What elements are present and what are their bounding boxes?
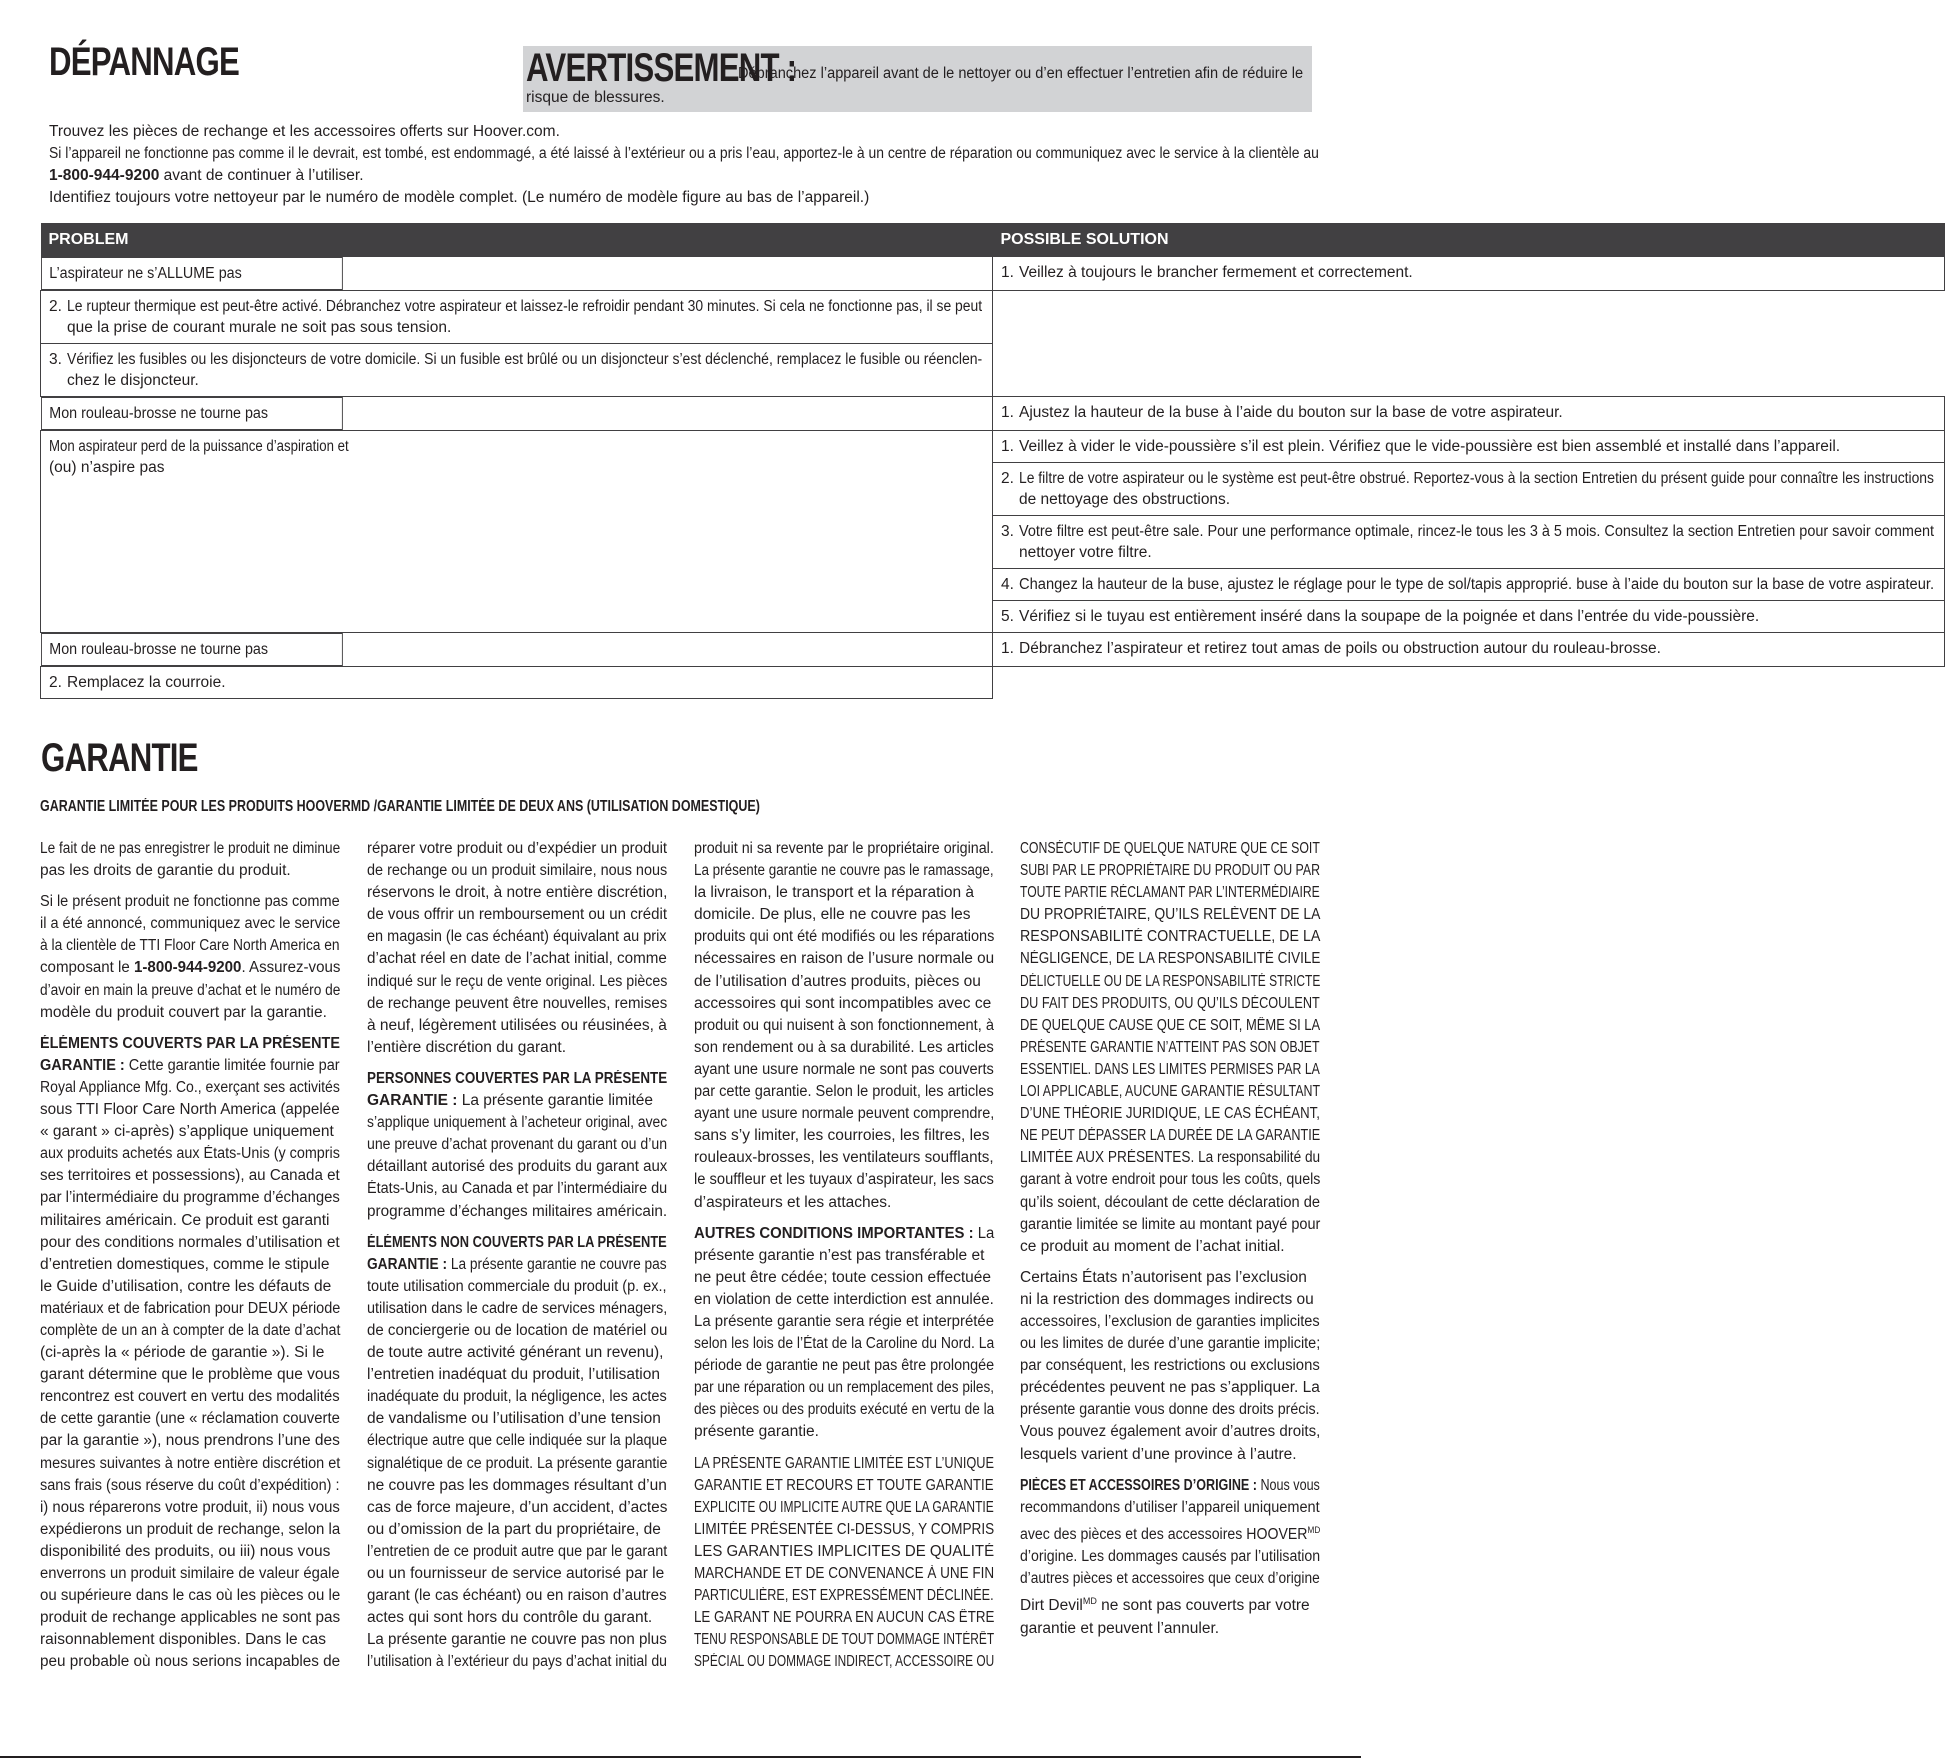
- trademark-mark: MD: [1307, 1524, 1321, 1535]
- text-line: raisonnablement disponibles. Dans le cas: [40, 1631, 327, 1649]
- text-line: d’autres pièces et accessoires que ceux d’origine: [1020, 1570, 1320, 1588]
- text-line: ESSENTIEL. DANS LES LIMITES PERMISES PAR LA: [1020, 1060, 1320, 1078]
- solution-text: [67, 349, 982, 391]
- text-line: TOUTE PARTIE RÉCLAMANT PAR L’INTERMÉDIAIRE: [1020, 884, 1320, 902]
- problem-cell: [41, 430, 993, 632]
- text-line: produit ni sa revente par le propriétaire original.: [694, 840, 994, 857]
- text-line: produit de rechange applicables ne sont pas: [40, 1609, 341, 1627]
- solution-text: Veillez à toujours le brancher fermement et correctement.: [1019, 264, 1413, 281]
- text-line: « garant » ci-après) s’applique uniquement: [40, 1123, 334, 1141]
- text-line: le Guide d’utilisation, contre les défauts de: [40, 1277, 332, 1295]
- text-line: ni la restriction des dommages indirects ou: [1020, 1290, 1314, 1308]
- text-line: de cette garantie (une « réclamation couverte: [40, 1410, 340, 1428]
- text-line: d’achat réel en date de l’achat initial, comme: [367, 950, 667, 968]
- text-line: ce produit au moment de l’achat initial.: [1020, 1237, 1285, 1255]
- text-fragment: Nous vous: [1256, 1476, 1320, 1494]
- text-line: [367, 1090, 653, 1112]
- text-line: l’utilisation à l’extérieur du pays d’achat initial du: [367, 1653, 667, 1671]
- text-line: de rechange ou un produit similaire, nous nous: [367, 862, 668, 880]
- text-line: NÉGLIGENCE, DE LA RESPONSABILITÉ CIVILE: [1020, 950, 1321, 968]
- text-line: NE PEUT DÉPASSER LA DURÉE DE LA GARANTIE: [1020, 1127, 1321, 1145]
- text-line: sous TTI Floor Care North America (appelée: [40, 1101, 340, 1119]
- warranty-column-1: [40, 838, 350, 1682]
- text-line: utilisation dans le cadre de services ménagers,: [367, 1299, 668, 1317]
- text-line: Le fait de ne pas enregistrer le produit ne diminue: [40, 840, 341, 857]
- paragraph: [1020, 838, 1330, 1258]
- text-line: D’UNE THÉORIE JURIDIQUE, LE CAS ÉCHÉANT,: [1020, 1105, 1320, 1123]
- problem-line: Mon aspirateur perd de la puissance d’aspiration et: [49, 437, 349, 455]
- solution-number: 2.: [49, 673, 62, 691]
- text-line: matériaux et de fabrication pour DEUX période: [40, 1299, 341, 1317]
- text-line: peu probable où nous serions incapables de: [40, 1653, 341, 1671]
- phone-number: 1-800-944-9200: [133, 959, 242, 977]
- text-line: [1020, 1475, 1320, 1497]
- text-line: inadéquate du produit, la négligence, les actes: [367, 1388, 667, 1406]
- text-line: complète de un an à compter de la date d’achat: [40, 1321, 341, 1339]
- text-line: de toute autre activité générant un revenu),: [367, 1344, 664, 1362]
- phone-number: 1-800-944-9200: [49, 167, 160, 184]
- text-line: PARTICULIÈRE, EST EXPRESSÉMENT DÉCLINÉE.: [694, 1587, 994, 1605]
- text-line: de l’utilisation d’autres produits, pièces ou: [694, 972, 981, 990]
- paragraph: [1020, 1267, 1330, 1466]
- text-line: cas de force majeure, d’un accident, d’actes: [367, 1498, 668, 1516]
- warning-box: [523, 46, 1312, 112]
- text-line: pour des conditions normales d’utilisation et: [40, 1233, 340, 1251]
- text-line: présente garantie vous donne des droits précis.: [1020, 1401, 1320, 1419]
- text-fragment: Dirt Devil: [1020, 1597, 1083, 1615]
- solution-text: Changez la hauteur de la buse, ajustez le réglage pour le type de sol/tapis approprié. buse à l’aide du bouton sur la base de votre aspirateur.: [1019, 575, 1935, 593]
- solution-cell: [41, 343, 993, 396]
- solution-line: chez le disjoncteur.: [67, 371, 199, 389]
- text-line: de conciergerie ou de location de matériel ou: [367, 1321, 668, 1339]
- text-line: de vandalisme ou l’utilisation d’une tension: [367, 1410, 661, 1428]
- paragraph: [367, 1232, 677, 1674]
- text-line: garant à votre endroit pour tous les coûts, quels: [1020, 1171, 1321, 1189]
- solution-cell: [993, 568, 1945, 600]
- text-line: produit ou qui nuisent à son fonctionnement, à: [694, 1016, 994, 1034]
- text-line: qu’ils soient, découlant de cette déclaration de: [1020, 1193, 1320, 1211]
- text-line: une preuve d’achat provenant du garant ou d’un: [367, 1136, 668, 1154]
- text-line: réparer votre produit ou d’expédier un produit: [367, 840, 668, 857]
- solution-text: Remplacez la courroie.: [67, 673, 226, 691]
- text-line: par la garantie »), nous prendrons l’une des: [40, 1432, 340, 1450]
- warning-lead: AVERTISSEMENT :: [526, 46, 797, 90]
- text-line: Certains États n’autorisent pas l’exclusion: [1020, 1268, 1307, 1286]
- solution-number: 1.: [1001, 639, 1014, 657]
- troubleshooting-table: [40, 223, 1945, 699]
- text-line: domicile. De plus, elle ne couvre pas les: [694, 906, 971, 924]
- text-line: disponibilité des produits, ou iii) nous vous: [40, 1542, 331, 1560]
- header-solution: POSSIBLE SOLUTION: [993, 223, 1945, 257]
- text-line: programme d’échanges militaires américain.: [367, 1202, 668, 1220]
- table-row: [41, 666, 1945, 698]
- text-line: accessoires, l’exclusion de garanties implicites: [1020, 1312, 1320, 1330]
- text-fragment: La présente garantie ne couvre pas: [447, 1255, 667, 1273]
- table-row: [41, 290, 1945, 343]
- text-line: son rendement ou à sa durabilité. Les articles: [694, 1038, 994, 1056]
- text-line: recommandons d’utiliser l’appareil uniquement: [1020, 1498, 1320, 1516]
- solution-text: Ajustez la hauteur de la buse à l’aide du bouton sur la base de votre aspirateur.: [1019, 403, 1563, 421]
- text-line: LES GARANTIES IMPLICITES DE QUALITÉ: [694, 1542, 995, 1560]
- text-line: La présente garantie ne couvre pas non plus: [367, 1631, 667, 1649]
- text-line: garantie limitée se limite au montant payé pour: [1020, 1215, 1321, 1233]
- problem-line: (ou) n’aspire pas: [49, 458, 165, 476]
- text-line: La présente garantie sera régie et interprétée: [694, 1312, 995, 1330]
- text-line: EXPLICITE OU IMPLICITE AUTRE QUE LA GARANTIE: [694, 1498, 994, 1516]
- solution-number: 1.: [1001, 264, 1014, 281]
- text-line: LE GARANT NE POURRA EN AUCUN CAS ÊTRE: [694, 1609, 995, 1627]
- text-line: précédentes peuvent ne pas s’appliquer. La: [1020, 1379, 1320, 1397]
- text-line: [1020, 1519, 1320, 1546]
- text-line: actes qui sont hors du contrôle du garant.: [367, 1609, 653, 1627]
- text-line: d’aspirateurs et les attaches.: [694, 1193, 892, 1211]
- solution-cell: [41, 290, 993, 343]
- text-line: nécessaires en raison de l’usure normale ou: [694, 950, 995, 968]
- subheading: ÉLÉMENTS NON COUVERTS PAR LA PRÉSENTE: [367, 1233, 667, 1251]
- text-line: par conséquent, les restrictions ou exclusions: [1020, 1357, 1320, 1375]
- text-line: ou d’omission de la part du propriétaire, de: [367, 1520, 661, 1538]
- text-line: électrique autre que celle indiquée sur la plaque: [367, 1432, 668, 1450]
- text-line: lesquels varient d’une province à l’autre.: [1020, 1445, 1297, 1463]
- warranty-column-4: [1020, 838, 1330, 1649]
- solution-line: Votre filtre est peut-être sale. Pour une performance optimale, rincez-le tous les 3 à 5 mois. Consultez la section Entretien pour savoir comment: [1019, 522, 1935, 540]
- text-line: signalétique de ce produit. La présente garantie: [367, 1454, 668, 1472]
- text-line: SUBI PAR LE PROPRIÉTAIRE DU PRODUIT OU PAR: [1020, 862, 1321, 880]
- solution-cell: [993, 462, 1945, 515]
- text-line: pas les droits de garantie du produit.: [40, 862, 291, 880]
- solution-line: de nettoyage des obstructions.: [1019, 490, 1231, 508]
- intro-line: [49, 165, 364, 187]
- text-line: des pièces ou des produits exécuté en vertu de la: [694, 1401, 995, 1419]
- solution-line: Vérifiez les fusibles ou les disjoncteurs de votre domicile. Si un fusible est brûlé ou un disjoncteur s’est déclenché, remplacez le fusible ou réenclen-: [67, 350, 983, 368]
- text-fragment: Cette garantie limitée fournie par: [124, 1056, 340, 1074]
- text-line: DU FAIT DES PRODUITS, OU QU’ILS DÉCOULENT: [1020, 994, 1320, 1012]
- solution-number: 2.: [1001, 469, 1014, 487]
- subheading: PIÈCES ET ACCESSOIRES D’ORIGINE :: [1020, 1476, 1257, 1494]
- text-line: LIMITÉE AUX PRÉSENTES. La responsabilité du: [1020, 1149, 1321, 1167]
- paragraph: [367, 1068, 677, 1223]
- solution-text: Débranchez l’aspirateur et retirez tout amas de poils ou obstruction autour du rouleau-brosse.: [1019, 639, 1661, 657]
- text-block: [367, 1276, 677, 1674]
- intro-line: Identifiez toujours votre nettoyeur par le numéro de modèle complet. (Le numéro de modèle figure au bas de l’appareil.): [49, 189, 870, 206]
- paragraph: [40, 838, 350, 882]
- text-line: le souffleur et les tuyaux d’aspirateur, les sacs: [694, 1171, 994, 1189]
- intro-text: [49, 121, 1339, 209]
- table-row: [41, 257, 1945, 291]
- text-block: [694, 1245, 1004, 1444]
- subheading: GARANTIE :: [40, 1056, 125, 1074]
- solution-number: 5.: [1001, 607, 1014, 625]
- text-line: sans s’y limiter, les courroies, les filtres, les: [694, 1127, 990, 1145]
- solution-number: 3.: [49, 350, 62, 368]
- text-line: selon les lois de l’État de la Caroline du Nord. La: [694, 1335, 995, 1353]
- text-line: expédierons un produit de rechange, selon la: [40, 1520, 341, 1538]
- solution-text: [1019, 468, 1934, 510]
- problem-cell: Mon rouleau-brosse ne tourne pas: [41, 397, 343, 430]
- text-line: RESPONSABILITÉ CONTRACTUELLE, DE LA: [1020, 928, 1321, 946]
- text-line: DÉLICTUELLE OU DE LA RESPONSABILITÉ STRICTE: [1020, 972, 1321, 990]
- text-line: indiqué sur le reçu de vente original. Les pièces: [367, 972, 668, 990]
- text-line: garant détermine que le problème que vous: [40, 1366, 340, 1384]
- text-line: Si le présent produit ne fonctionne pas comme: [40, 893, 340, 911]
- header-problem: PROBLEM: [41, 223, 993, 257]
- text-line: [1020, 1590, 1310, 1617]
- text-line: à la clientèle de TTI Floor Care North America en: [40, 937, 340, 955]
- solution-cell: [993, 257, 1945, 291]
- table-row: [41, 430, 1945, 462]
- text-line: MARCHANDE ET DE CONVENANCE À UNE FIN: [694, 1565, 995, 1582]
- solution-cell: [993, 430, 1945, 462]
- subheading: AUTRES CONDITIONS IMPORTANTES :: [694, 1224, 974, 1242]
- text-fragment: . Assurez-vous: [241, 959, 341, 977]
- solution-line: nettoyer votre filtre.: [1019, 543, 1152, 561]
- paragraph: [694, 1453, 1004, 1674]
- solution-text: Vérifiez si le tuyau est entièrement inséré dans la soupape de la poignée et dans l’entrée du vide-poussière.: [1019, 607, 1760, 625]
- solution-cell: [993, 600, 1945, 632]
- intro-line: Trouvez les pièces de rechange et les accessoires offerts sur Hoover.com.: [49, 123, 560, 140]
- text-line: i) nous réparerons votre produit, ii) nous vous: [40, 1498, 340, 1516]
- solution-line: Le filtre de votre aspirateur ou le système est peut-être obstrué. Reportez-vous à la section Entretien du présent guide pour connaître les instructions: [1019, 469, 1934, 487]
- subheading: GARANTIE :: [367, 1255, 448, 1273]
- text-line: par cette garantie. Selon le produit, les articles: [694, 1083, 994, 1101]
- warning-text-line1: Débranchez l’appareil avant de le nettoyer ou d’en effectuer l’entretien afin de réduire le: [738, 65, 1304, 82]
- text-line: aux produits achetés aux États-Unis (y compris: [40, 1145, 340, 1163]
- text-line: l’entretien inadéquat du produit, l’utilisation: [367, 1366, 660, 1384]
- text-line: [367, 1254, 667, 1276]
- text-line: DU PROPRIÉTAIRE, QU’ILS RELÈVENT DE LA: [1020, 906, 1321, 924]
- text-fragment: avec des pièces et des accessoires HOOVER: [1020, 1525, 1308, 1543]
- text-line: TENU RESPONSABLE DE TOUT DOMMAGE INTÉRÊT: [694, 1631, 995, 1649]
- section-title: GARANTIE: [41, 736, 198, 780]
- text-line: [694, 1223, 994, 1245]
- text-line: ses territoires et possessions), au Canada et: [40, 1167, 340, 1185]
- table-row: [41, 343, 1945, 396]
- solution-line: Le rupteur thermique est peut-être activé. Débranchez votre aspirateur et laissez-le refroidir pendant 30 minutes. Si cela ne fonctionne pas, il se peut: [67, 297, 983, 315]
- solution-number: 1.: [1001, 437, 1014, 455]
- paragraph: [40, 1033, 350, 1674]
- text-line: DE QUELQUE CAUSE QUE CE SOIT, MÊME SI LA: [1020, 1016, 1321, 1034]
- solution-number: 4.: [1001, 575, 1014, 593]
- text-line: (ci-après la « période de garantie »). Si le: [40, 1344, 325, 1362]
- text-line: ou un fournisseur de service autorisé par le: [367, 1565, 665, 1582]
- text-line: enverrons un produit similaire de valeur égale: [40, 1565, 340, 1582]
- text-line: toute utilisation commerciale du produit (p. ex.,: [367, 1277, 667, 1295]
- text-line: l’entière discrétion du garant.: [367, 1038, 567, 1056]
- text-line: LIMITÉE PRÉSENTÉE CI-DESSUS, Y COMPRIS: [694, 1520, 995, 1538]
- table-row: [41, 632, 1945, 666]
- text-line: Royal Appliance Mfg. Co., exerçant ses activités: [40, 1078, 340, 1096]
- text-line: États-Unis, au Canada et par l’intermédiaire du: [367, 1180, 668, 1198]
- text-line: d’origine. Les dommages causés par l’utilisation: [1020, 1548, 1321, 1566]
- text-fragment: La présente garantie limitée: [457, 1092, 654, 1110]
- text-fragment: composant le: [40, 959, 134, 977]
- text-line: garantie et peuvent l’annuler.: [1020, 1619, 1220, 1637]
- text-line: accessoires qui sont incompatibles avec ce: [694, 994, 992, 1012]
- intro-line-rest: avant de continuer à l’utiliser.: [159, 167, 364, 184]
- page-title: DÉPANNAGE: [49, 40, 240, 84]
- subheading: PERSONNES COUVERTES PAR LA PRÉSENTE: [367, 1069, 668, 1087]
- text-line: présente garantie n’est pas transférable et: [694, 1246, 985, 1264]
- solution-text: Veillez à vider le vide-poussière s’il est plein. Vérifiez que le vide-poussière est bien assemblé et installé dans l’appareil.: [1019, 437, 1841, 455]
- warranty-column-3: [694, 838, 1004, 1682]
- text-line: LOI APPLICABLE, AUCUNE GARANTIE RÉSULTANT: [1020, 1083, 1321, 1101]
- text-line: en magasin (le cas échéant) équivalant au prix: [367, 928, 667, 946]
- solution-number: 1.: [1001, 403, 1014, 421]
- bottom-rule: [0, 1756, 1361, 1758]
- text-line: GARANTIE ET RECOURS ET TOUTE GARANTIE: [694, 1476, 994, 1494]
- text-line: PRÉSENTE GARANTIE N’ATTEINT PAS SON OBJET: [1020, 1038, 1320, 1056]
- text-line: réservons le droit, à notre entière discrétion,: [367, 884, 668, 902]
- problem-cell: L’aspirateur ne s’ALLUME pas: [41, 257, 343, 290]
- paragraph: [367, 838, 677, 1059]
- text-line: ou supérieure dans le cas où les pièces ou le: [40, 1587, 341, 1605]
- solution-cell: [993, 515, 1945, 568]
- solution-cell: [993, 632, 1945, 666]
- solution-cell: [993, 396, 1945, 430]
- paragraph: [694, 838, 1004, 1214]
- text-line: ne peut être cédée; toute cession effectuée: [694, 1268, 992, 1286]
- text-line: il a été annoncé, communiquez avec le service: [40, 915, 341, 933]
- text-line: par l’intermédiaire du programme d’échanges: [40, 1189, 340, 1207]
- problem-cell: Mon rouleau-brosse ne tourne pas: [41, 633, 343, 666]
- warning-text-line2: risque de blessures.: [526, 89, 665, 106]
- text-line: à neuf, légèrement utilisées ou réusinées, à: [367, 1016, 667, 1034]
- text-block: [40, 1077, 350, 1674]
- text-line: d’entretien domestiques, comme le stipule: [40, 1255, 330, 1273]
- solution-number: 3.: [1001, 522, 1014, 540]
- section-subtitle: GARANTIE LIMITÉE POUR LES PRODUITS HOOVERMD /GARANTIE LIMITÉE DE DEUX ANS (UTILISATION DOMESTIQUE): [40, 798, 760, 815]
- subheading: ÉLÉMENTS COUVERTS PAR LA PRÉSENTE: [40, 1034, 340, 1052]
- text-line: SPÉCIAL OU DOMMAGE INDIRECT, ACCESSOIRE OU: [694, 1653, 995, 1671]
- text-line: la livraison, le transport et la réparation à: [694, 884, 975, 902]
- paragraph: [694, 1223, 1004, 1444]
- text-line: détaillant autorisé des produits du garant aux: [367, 1158, 668, 1176]
- text-line: Vous pouvez également avoir d’autres droits,: [1020, 1423, 1321, 1441]
- text-block: [367, 1112, 677, 1222]
- text-line: garant (le cas échéant) ou en raison d’autres: [367, 1587, 667, 1605]
- text-line: produits qui ont été modifiés ou les réparations: [694, 928, 995, 946]
- solution-number: 2.: [49, 297, 62, 315]
- table-row: [41, 396, 1945, 430]
- text-line: de rechange peuvent être nouvelles, remises: [367, 994, 668, 1012]
- text-line: mesures suivantes à notre entière discrétion et: [40, 1454, 341, 1472]
- text-line: par une réparation ou un remplacement des piles,: [694, 1379, 995, 1397]
- text-line: présente garantie.: [694, 1423, 819, 1441]
- intro-line: Si l’appareil ne fonctionne pas comme il le devrait, est tombé, est endommagé, a été laissé à l’extérieur ou a pris l’eau, apportez-le à un centre de réparation ou communiquez avec le service à la clientèle au: [49, 145, 1319, 162]
- text-line: d’avoir en main la preuve d’achat et le numéro de: [40, 981, 341, 999]
- text-line: ayant une usure normale ne sont pas couverts: [694, 1060, 994, 1078]
- trademark-mark: MD: [1082, 1596, 1097, 1607]
- text-fragment: ne sont pas couverts par votre: [1096, 1597, 1310, 1615]
- text-line: militaires américain. Ce produit est garanti: [40, 1211, 330, 1229]
- text-line: ou les limites de durée d’une garantie implicite;: [1020, 1335, 1321, 1353]
- solution-text: [1019, 521, 1934, 563]
- text-line: s’applique uniquement à l’acheteur original, avec: [367, 1114, 668, 1132]
- text-line: ne couvre pas les dommages résultant d’un: [367, 1476, 667, 1494]
- subheading: GARANTIE :: [367, 1092, 458, 1110]
- text-line: LA PRÉSENTE GARANTIE LIMITÉE EST L’UNIQUE: [694, 1454, 995, 1472]
- text-line: sans frais (sous réserve du coût d’expédition) :: [40, 1476, 340, 1494]
- warranty-column-2: [367, 838, 677, 1682]
- paragraph: [1020, 1475, 1330, 1640]
- text-line: en violation de cette interdiction est annulée.: [694, 1290, 994, 1308]
- text-line: de vous offrir un remboursement ou un crédit: [367, 906, 668, 924]
- text-line: rencontrez est couvert en vertu des modalités: [40, 1388, 340, 1406]
- text-line: modèle du produit couvert par la garantie.: [40, 1003, 327, 1021]
- text-line: période de garantie ne peut pas être prolongée: [694, 1357, 995, 1375]
- text-line: rouleaux-brosses, les ventilateurs soufflants,: [694, 1149, 994, 1167]
- text-line: [40, 1055, 340, 1077]
- solution-line: que la prise de courant murale ne soit pas sous tension.: [67, 318, 452, 336]
- text-line: l’entretien de ce produit autre que par le garant: [367, 1542, 668, 1560]
- solution-cell: [41, 666, 993, 698]
- text-block: [40, 891, 350, 957]
- table-header-row: [41, 223, 1945, 257]
- text-line: CONSÉCUTIF DE QUELQUE NATURE QUE CE SOIT: [1020, 840, 1320, 857]
- text-line: La présente garantie ne couvre pas le ramassage,: [694, 862, 994, 880]
- solution-text: [67, 296, 982, 338]
- paragraph: [40, 891, 350, 1024]
- text-line: [40, 957, 340, 979]
- text-line: ayant une usure normale peuvent comprendre,: [694, 1105, 995, 1123]
- text-fragment: La: [973, 1224, 995, 1242]
- text-block: [40, 980, 350, 1024]
- text-block: [1020, 1546, 1330, 1590]
